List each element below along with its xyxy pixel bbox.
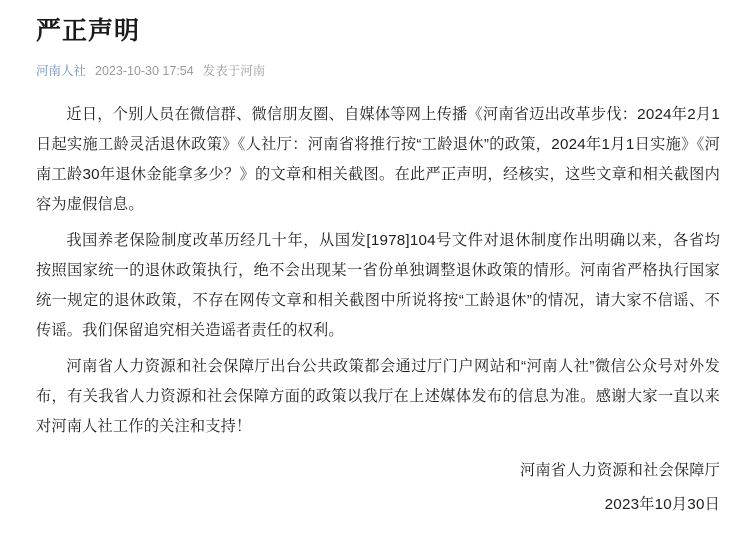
article-signature: 河南省人力资源和社会保障厅 <box>519 462 720 479</box>
article-sign-date: 2023年10月30日 <box>604 496 720 513</box>
article-paragraph: 河南省人力资源和社会保障厅出台公共政策都会通过厅门户网站和“河南人社”微信公众号对外发布，有关我省人力资源和社会保障方面的政策以我厅在上述媒体发布的信息为准。感谢大家一直以来对河南人社工作的关注和支持！ <box>36 358 720 435</box>
article-body <box>36 100 720 520</box>
article-paragraph: 近日，个别人员在微信群、微信朋友圈、自媒体等网上传播《河南省迈出改革步伐：2024年2月1日起实施工龄灵活退休政策》《人社厅：河南省将推行按“工龄退休”的政策，2024年1月1日实施》《河南工龄30年退休金能拿多少？》的文章和相关截图。在此严正声明，经核实，这些文章和相关截图内容为虚假信息。 <box>36 106 720 213</box>
meta-source-account[interactable]: 河南人社 <box>36 64 87 78</box>
meta-publish-location: 发表于河南 <box>202 64 266 78</box>
page-title: 严正声明 <box>36 17 141 45</box>
article-meta <box>36 62 720 80</box>
article-paragraph: 我国养老保险制度改革历经几十年，从国发[1978]104号文件对退休制度作出明确以来，各省均按照国家统一的退休政策执行，绝不会出现某一省份单独调整退休政策的情形。河南省严格执行国家统一规定的退休政策，不存在网传文章和相关截图中所说将按“工龄退休”的情况，请大家不信谣、不传谣。我们保留追究相关造谣者责任的权利。 <box>36 232 720 339</box>
meta-publish-datetime: 2023-10-30 17:54 <box>95 64 194 78</box>
